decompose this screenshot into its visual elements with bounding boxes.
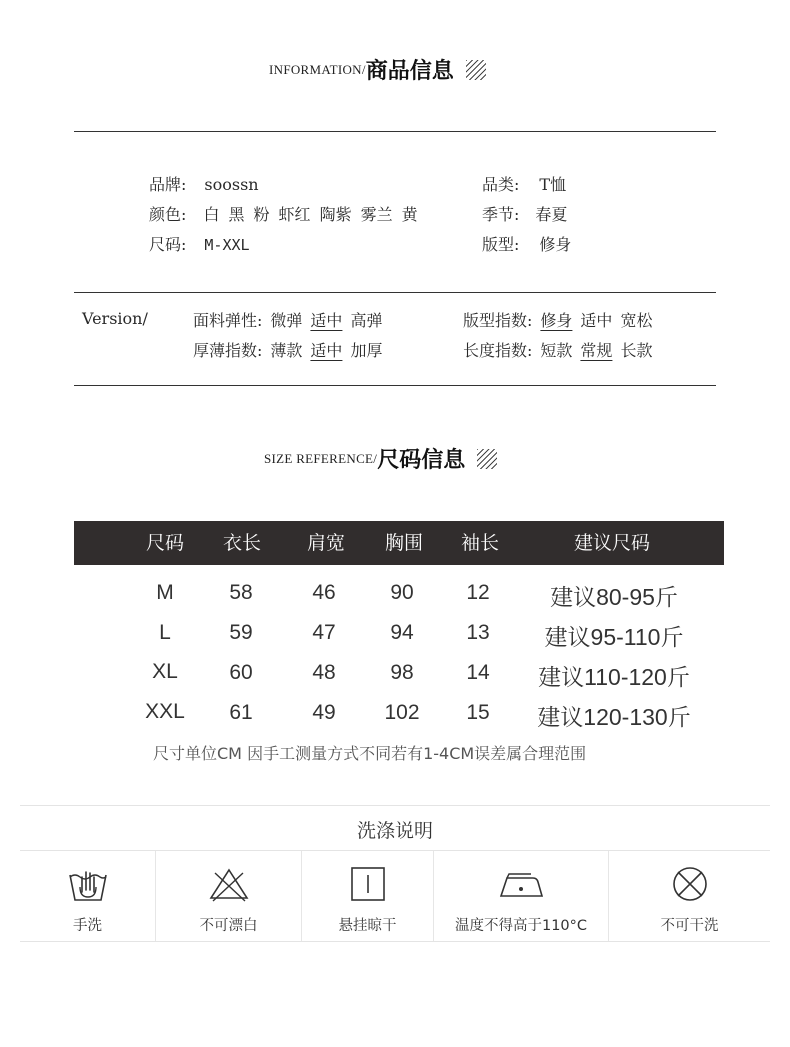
color-row: [149, 202, 427, 225]
divider: [20, 941, 770, 942]
length-index-option: 长款: [620, 341, 653, 360]
thickness-option-selected: 适中: [310, 341, 343, 360]
table-cell-suggested: 建议95-110斤: [544, 624, 684, 650]
table-cell: 94: [390, 621, 414, 644]
color-option: 陶紫: [319, 205, 352, 224]
season-label: 季节:: [482, 205, 520, 224]
header-suggested: 建议尺码: [573, 532, 651, 554]
thickness-option: 薄款: [270, 341, 303, 360]
fit-index-option-selected: 修身: [540, 311, 573, 330]
brand-value: soossn: [204, 175, 259, 194]
size-reference-heading: [264, 443, 497, 474]
color-option: 粉: [253, 205, 270, 224]
fit-label: 版型:: [482, 235, 520, 254]
table-cell: 48: [312, 661, 336, 684]
wash-item-iron-low: [434, 851, 608, 941]
table-cell: 47: [312, 621, 336, 644]
wash-label: 悬挂晾干: [338, 918, 397, 934]
table-cell-suggested: 建议110-120斤: [538, 664, 690, 690]
hand-wash-icon: [66, 865, 110, 903]
size-reference-heading-cn: 尺码信息: [377, 448, 466, 473]
table-cell-size: L: [159, 621, 171, 644]
size-range-label: 尺码:: [149, 235, 187, 254]
color-label: 颜色:: [149, 205, 187, 224]
table-cell: 58: [229, 581, 253, 604]
version-label: Version/: [82, 309, 148, 328]
color-option: 白: [203, 205, 220, 224]
table-cell-suggested: 建议80-95斤: [550, 584, 678, 610]
table-cell: 49: [312, 701, 336, 724]
size-reference-heading-en: SIZE REFERENCE/: [264, 450, 378, 466]
table-cell-size: XL: [152, 660, 178, 683]
table-cell-size: M: [156, 581, 174, 604]
color-option: 雾兰: [360, 205, 393, 224]
table-cell: 61: [229, 701, 253, 724]
wash-label: 不可干洗: [660, 918, 719, 934]
hatch-decoration-icon: [466, 60, 486, 80]
wash-item-hand-wash: [20, 851, 155, 941]
wash-label: 不可漂白: [199, 918, 258, 934]
color-option: 黄: [401, 205, 418, 224]
hatch-decoration-icon: [477, 449, 497, 469]
fit-row: [482, 232, 571, 255]
season-row: [482, 202, 567, 225]
size-range-value: M-XXL: [204, 236, 250, 254]
iron-low-icon: [497, 865, 545, 903]
length-index-row: [463, 338, 652, 361]
color-option: 黑: [228, 205, 245, 224]
divider: [74, 292, 716, 293]
divider: [20, 805, 770, 806]
elasticity-option: 微弹: [270, 311, 303, 330]
header-chest: 胸围: [384, 532, 424, 554]
brand-label: 品牌:: [149, 175, 187, 194]
table-cell: 13: [466, 621, 490, 644]
thickness-label: 厚薄指数:: [193, 341, 263, 360]
fit-index-option: 宽松: [620, 311, 653, 330]
size-range-row: [149, 232, 250, 255]
table-cell: 90: [390, 581, 414, 604]
information-heading-cn: 商品信息: [365, 59, 454, 84]
table-cell: 60: [229, 661, 253, 684]
table-cell-size: XXL: [145, 700, 185, 723]
thickness-option: 加厚: [350, 341, 383, 360]
season-value: 春夏: [535, 205, 568, 224]
information-heading: [269, 54, 486, 85]
header-shoulder: 肩宽: [306, 532, 346, 554]
elasticity-row: [193, 308, 382, 331]
no-bleach-icon: [207, 865, 251, 903]
wash-label: 手洗: [73, 918, 102, 934]
information-heading-en: INFORMATION/: [269, 61, 366, 77]
washing-title: 洗涤说明: [356, 820, 433, 842]
fit-index-row: [463, 308, 652, 331]
color-option: 虾红: [278, 205, 311, 224]
no-dry-clean-icon: [668, 865, 712, 903]
header-length: 衣长: [222, 532, 262, 554]
measurement-note: 尺寸单位CM 因手工测量方式不同若有1-4CM误差属合理范围: [153, 744, 587, 763]
wash-item-hang-dry: [302, 851, 433, 941]
fit-index-option: 适中: [580, 311, 613, 330]
fit-value: 修身: [539, 235, 572, 254]
category-row: [482, 172, 566, 195]
category-value: T恤: [539, 175, 567, 194]
table-cell: 14: [466, 661, 490, 684]
table-cell: 98: [390, 661, 414, 684]
thickness-row: [193, 338, 382, 361]
table-cell-suggested: 建议120-130斤: [537, 704, 691, 730]
table-cell: 15: [466, 701, 490, 724]
elasticity-option-selected: 适中: [310, 311, 343, 330]
divider: [74, 385, 716, 386]
elasticity-label: 面料弹性:: [193, 311, 263, 330]
table-cell: 12: [466, 581, 490, 604]
table-cell: 102: [384, 701, 420, 724]
size-table-header: [74, 521, 724, 565]
length-index-label: 长度指数:: [463, 341, 533, 360]
brand-row: [149, 172, 259, 195]
header-size: 尺码: [145, 532, 185, 554]
table-cell: 46: [312, 581, 336, 604]
wash-item-no-bleach: [156, 851, 301, 941]
category-label: 品类:: [482, 175, 520, 194]
hang-dry-icon: [346, 865, 390, 903]
length-index-option-selected: 常规: [580, 341, 613, 360]
elasticity-option: 高弹: [350, 311, 383, 330]
length-index-option: 短款: [540, 341, 573, 360]
wash-label: 温度不得高于110°C: [454, 918, 588, 934]
header-sleeve: 袖长: [460, 532, 500, 554]
divider: [74, 131, 716, 132]
fit-index-label: 版型指数:: [463, 311, 533, 330]
table-cell: 59: [229, 621, 253, 644]
wash-item-no-dry-clean: [609, 851, 770, 941]
